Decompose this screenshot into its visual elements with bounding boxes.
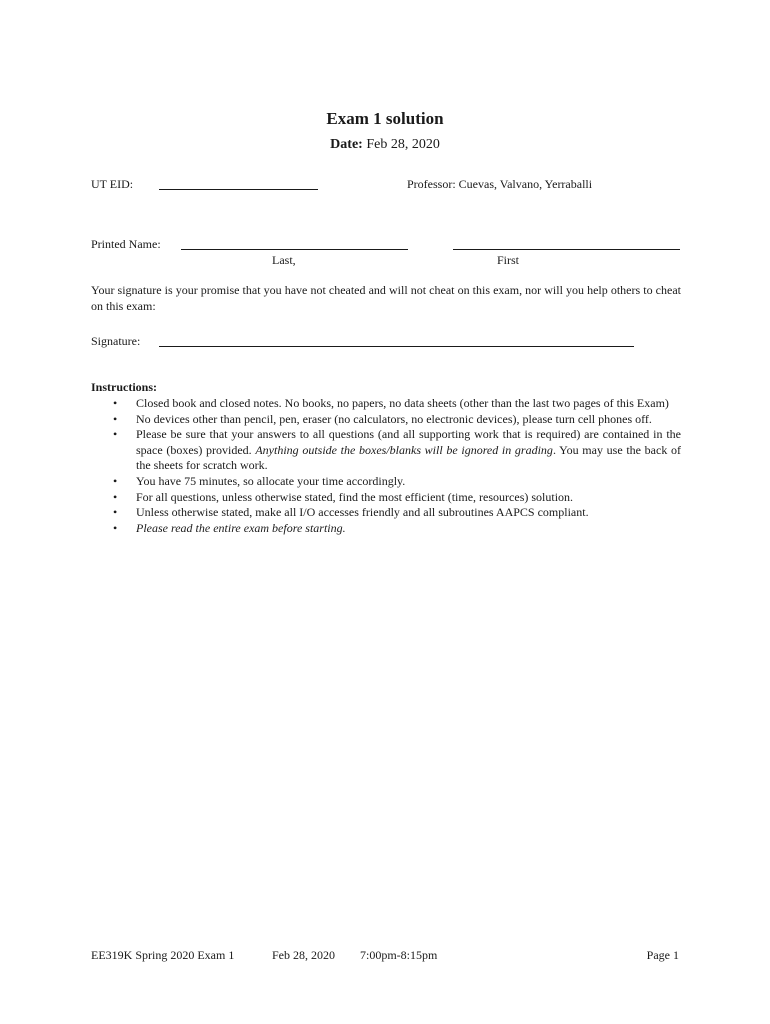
- list-item: [91, 521, 681, 537]
- instruction-text: Closed book and closed notes. No books, no papers, no data sheets (other than the last two pages of this Exam): [136, 396, 669, 410]
- bullet-icon: •: [113, 505, 118, 520]
- signature-label: Signature:: [91, 334, 141, 348]
- footer-date: Feb 28, 2020: [272, 948, 335, 962]
- date-value: Feb 28, 2020: [366, 137, 440, 152]
- printed-name-label: Printed Name:: [91, 237, 161, 251]
- last-label: Last,: [272, 253, 296, 267]
- instruction-text: No devices other than pencil, pen, eraser (no calculators, no electronic devices), please turn cell phones off.: [136, 411, 652, 426]
- list-item: [91, 505, 681, 521]
- list-item: [91, 412, 681, 428]
- instruction-text: Unless otherwise stated, make all I/O accesses friendly and all subroutines AAPCS compliant.: [136, 505, 589, 520]
- first-label: First: [497, 253, 520, 267]
- instructions-list: [91, 396, 681, 536]
- ut-eid-label: UT EID:: [91, 177, 134, 191]
- instruction-text-italic: Please read the entire exam before starting.: [136, 520, 346, 535]
- exam-date-line: [0, 137, 770, 153]
- bullet-icon: •: [113, 427, 118, 442]
- instructions-heading: Instructions:: [91, 380, 158, 394]
- bullet-icon: •: [113, 473, 118, 488]
- instruction-text-italic: Anything outside the boxes/blanks will be ignored in grading: [255, 442, 553, 457]
- bullet-icon: •: [113, 411, 118, 426]
- bullet-icon: •: [113, 520, 118, 535]
- date-label: Date:: [330, 137, 363, 152]
- footer-course: EE319K Spring 2020 Exam 1: [91, 948, 235, 962]
- instruction-text: For all questions, unless otherwise stated, find the most efficient (time, resources) solution.: [136, 489, 574, 504]
- honor-statement: Your signature is your promise that you have not cheated and will not cheat on this exam, nor will you help others to cheat on this exam:: [91, 283, 681, 313]
- list-item: [91, 396, 681, 412]
- footer-time: 7:00pm-8:15pm: [360, 948, 438, 962]
- first-name-blank[interactable]: [453, 249, 680, 250]
- professor-line: Professor: Cuevas, Valvano, Yerraballi: [407, 177, 593, 191]
- instruction-text-post: . You may use the back of the sheets for scratch work.: [136, 442, 681, 473]
- instruction-text-pre: Please be sure that your answers to all questions (and all supporting work that is required) are contained in the space (boxes) provided.: [136, 427, 681, 457]
- last-name-blank[interactable]: [181, 249, 408, 250]
- signature-blank[interactable]: [159, 346, 634, 347]
- list-item: [91, 474, 681, 490]
- exam-title: Exam 1 solution: [326, 109, 444, 128]
- bullet-icon: •: [113, 489, 118, 504]
- footer-page-number: Page 1: [646, 948, 679, 962]
- bullet-icon: •: [113, 396, 118, 410]
- list-item: [91, 427, 681, 474]
- ut-eid-blank[interactable]: [159, 189, 318, 190]
- instruction-text: You have 75 minutes, so allocate your time accordingly.: [136, 473, 406, 488]
- list-item: [91, 490, 681, 506]
